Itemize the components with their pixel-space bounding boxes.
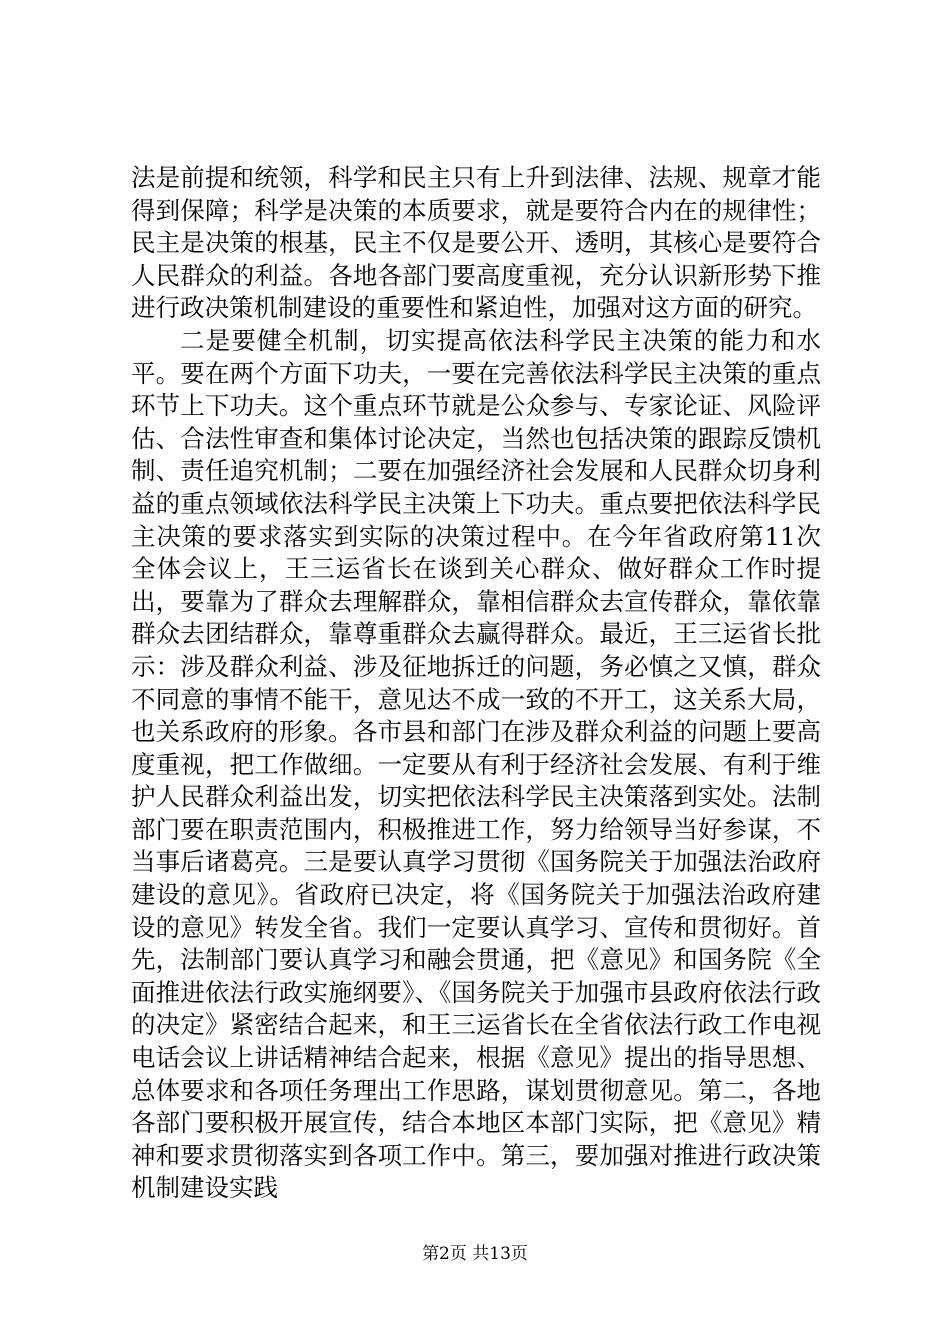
paragraph-continuation: 法是前提和统领，科学和民主只有上升到法律、法规、规章才能得到保障；科学是决策的本质要求，就是要符合内在的规律性；民主是决策的根基，民主不仅是要公开、透明，其核心是要符合人民群众的利益。各地各部门要高度重视，充分认识新形势下推进行政决策机制建设的重要性和紧迫性，加强对这方面的研究。 [131, 163, 821, 323]
page-number: 第2页 共13页 [422, 1244, 528, 1264]
body-text [131, 162, 821, 1205]
paragraph-point-two: 二是要健全机制，切实提高依法科学民主决策的能力和水平。要在两个方面下功夫，一要在完善依法科学民主决策的重点环节上下功夫。这个重点环节就是公众参与、专家论证、风险评估、合法性审查和集体讨论决定，当然也包括决策的跟踪反馈机制、责任追究机制；二要在加强经济社会发展和人民群众切身利益的重点领域依法科学民主决策上下功夫。重点要把依法科学民主决策的要求落实到实际的决策过程中。在今年省政府第11次全体会议上，王三运省长在谈到关心群众、做好群众工作时提出，要靠为了群众去理解群众，靠相信群众去宣传群众，靠依靠群众去团结群众，靠尊重群众去赢得群众。最近，王三运省长批示：涉及群众利益、涉及征地拆迁的问题，务必慎之又慎，群众不同意的事情不能干，意见达不成一致的不开工，这关系大局，也关系政府的形象。各市县和部门在涉及群众利益的问题上要高度重视，把工作做细。一定要从有利于经济社会发展、有利于维护人民群众利益出发，切实把依法科学民主决策落到实处。法制部门要在职责范围内，积极推进工作，努力给领导当好参谋，不当事后诸葛亮。三是要认真学习贯彻《国务院关于加强法治政府建设的意见》。省政府已决定，将《国务院关于加强法治政府建设的意见》转发全省。我们一定要认真学习、宣传和贯彻好。首先，法制部门要认真学习和融会贯通，把《意见》和国务院《全面推进依法行政实施纲要》、《国务院关于加强市县政府依法行政的决定》紧密结合起来，和王三运省长在全省依法行政工作电视电话会议上讲话精神结合起来，根据《意见》提出的指导思想、总体要求和各项任务理出工作思路，谋划贯彻意见。第二，各地各部门要积极开展宣传，结合本地区本部门实际，把《意见》精神和要求贯彻落实到各项工作中。第三，要加强对推进行政决策机制建设实践 [131, 325, 821, 1203]
